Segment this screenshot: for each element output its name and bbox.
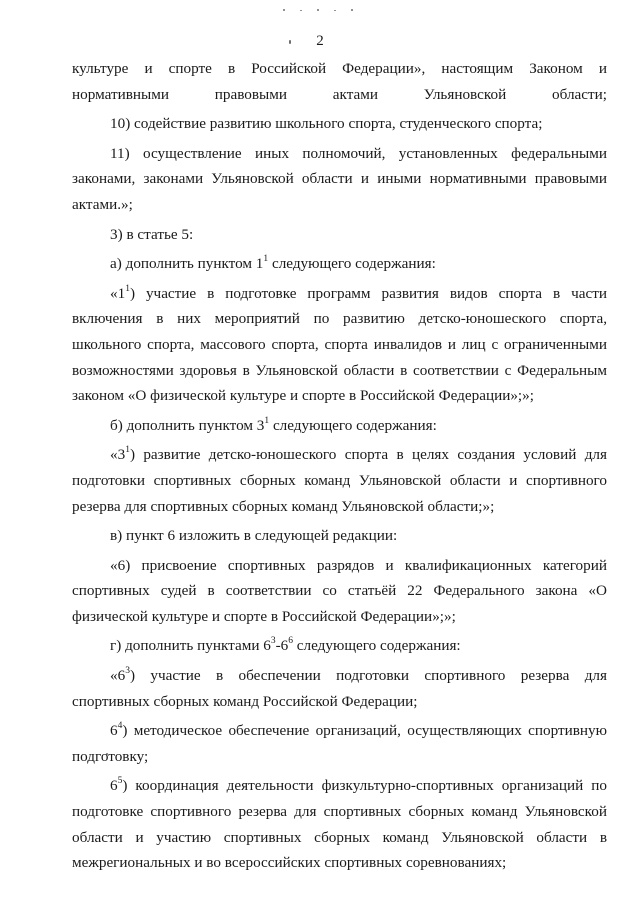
scan-speck bbox=[334, 10, 336, 11]
paragraph-text: г) дополнить пунктами 6 bbox=[110, 637, 271, 655]
paragraph-continuation bbox=[72, 56, 607, 107]
superscript: 1 bbox=[264, 415, 270, 426]
superscript: 1 bbox=[125, 445, 130, 456]
superscript: 3 bbox=[270, 636, 276, 647]
paragraph-text: ) участие в обеспечении подготовки спортивного резерва для спортивных сборных команд Российской Федерации; bbox=[72, 667, 607, 710]
paragraph-text: «6) присвоение спортивных разрядов и квалификационных категорий спортивных судей в соответствии со статьёй 22 Федерального закона «О физической культуре и спорте в Российской Федерации»;»; bbox=[72, 556, 607, 625]
paragraph-subitem-v bbox=[72, 523, 607, 549]
paragraph-item-3-1 bbox=[72, 442, 607, 519]
superscript: 6 bbox=[288, 636, 293, 647]
paragraph-text: 10) содействие развитию школьного спорта, студенческого спорта; bbox=[110, 115, 543, 133]
superscript: 3 bbox=[125, 666, 130, 676]
paragraph-text: следующего содержания: bbox=[268, 255, 436, 273]
paragraph-item-11 bbox=[72, 141, 607, 218]
superscript: 1 bbox=[125, 283, 130, 294]
paragraph-item-6 bbox=[72, 553, 607, 630]
paragraph-item-6-3 bbox=[72, 663, 607, 714]
document-body bbox=[72, 56, 607, 876]
paragraph-item-10 bbox=[72, 111, 607, 137]
paragraph-subitem-b bbox=[72, 413, 607, 439]
paragraph-text: ) участие в подготовке программ развития видов спорта в части включения в них мероприятий по развитию детско-юношеского спорта, школьного спорта, массового спорта, спорта инвалидов и лиц с ограниченными возможностями здоровья в Ульяновской области в соответствии с Федеральным законом «О физической культуре и спорте в Российской Федерации»;»; bbox=[72, 284, 607, 405]
superscript: 1 bbox=[263, 254, 269, 265]
paragraph-item-1-1 bbox=[72, 281, 607, 409]
scan-speck bbox=[317, 9, 319, 11]
scan-speck bbox=[351, 9, 353, 11]
paragraph-text: -6 bbox=[275, 637, 289, 655]
paragraph-text: б) дополнить пунктом 3 bbox=[110, 416, 265, 434]
paragraph-text: следующего содержания: bbox=[293, 637, 461, 655]
paragraph-text: ) развитие детско-юношеского спорта в целях создания условий для подготовки спортивных сборных команд Ульяновской области и спортивного резерва для спортивных сборных команд Ульяновской области;»; bbox=[72, 446, 607, 515]
paragraph-text: следующего содержания: bbox=[269, 416, 437, 434]
paragraph-text: «1 bbox=[110, 284, 126, 302]
paragraph-text: культуре и спорте в Российской Федерации», настоящим Законом и нормативными правовыми актами Ульяновской области; bbox=[72, 60, 607, 103]
paragraph-text: 6 bbox=[110, 722, 118, 740]
superscript: 4 bbox=[117, 721, 123, 732]
page-number: 2 bbox=[316, 33, 324, 49]
paragraph-text: ) координация деятельности физкультурно-спортивных организаций по подготовке спортивного резерва для спортивных сборных команд Ульяновской области и участию спортивных сборных команд Ульяновской области в межрегиональных и во всероссийских спортивных соревнованиях; bbox=[72, 777, 607, 872]
scan-speck bbox=[300, 10, 302, 11]
paragraph-article-5 bbox=[72, 222, 607, 248]
paragraph-item-6-5 bbox=[72, 773, 607, 875]
paragraph-text: 6 bbox=[110, 777, 118, 795]
paragraph-text: 3) в статье 5: bbox=[110, 225, 194, 243]
paragraph-text: в) пункт 6 изложить в следующей редакции: bbox=[110, 527, 398, 545]
paragraph-item-6-4 bbox=[72, 718, 607, 769]
paragraph-subitem-a bbox=[72, 251, 607, 277]
scan-speck bbox=[283, 9, 285, 11]
paragraph-text: «6 bbox=[110, 667, 126, 685]
paragraph-subitem-g bbox=[72, 633, 607, 659]
paragraph-text: а) дополнить пунктом 1 bbox=[110, 255, 264, 273]
paragraph-text: «3 bbox=[110, 446, 126, 464]
superscript: 5 bbox=[117, 776, 123, 787]
paragraph-text: 11) осуществление иных полномочий, установленных федеральными законами, законами Ульяновской области и иными нормативными правовыми актами.»; bbox=[72, 144, 607, 213]
paragraph-text: ) методическое обеспечение организаций, осуществляющих спортивную подготовку; bbox=[72, 722, 607, 765]
